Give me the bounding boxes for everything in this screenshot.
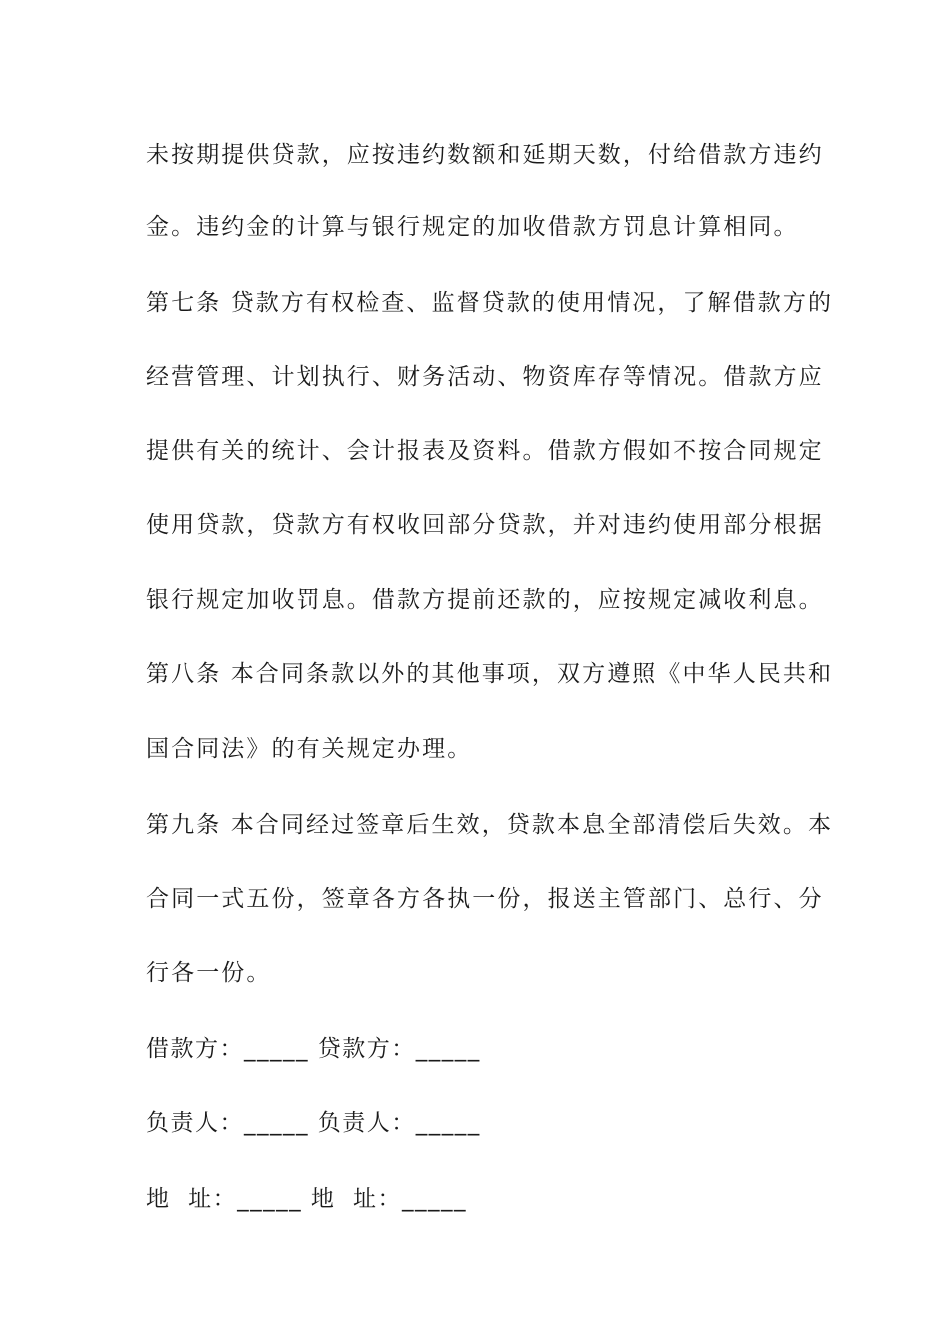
text-line: 提供有关的统计、会计报表及资料。借款方假如不按合同规定	[146, 438, 824, 464]
text-line: 经营管理、计划执行、财务活动、物资库存等情况。借款方应	[146, 364, 824, 390]
text-line: 行各一份。	[146, 960, 272, 986]
text-line: 金。违约金的计算与银行规定的加收借款方罚息计算相同。	[146, 214, 799, 240]
signature-responsible-person: 负责人：_____ 负责人：_____	[146, 1110, 481, 1136]
text-line: 使用贷款，贷款方有权收回部分贷款，并对违约使用部分根据	[146, 512, 824, 538]
text-line: 国合同法》的有关规定办理。	[146, 736, 473, 762]
signature-borrower-lender: 借款方：_____ 贷款方：_____	[146, 1036, 481, 1062]
article-9-heading-line: 第九条 本合同经过签章后生效，贷款本息全部清偿后失效。本	[146, 812, 834, 838]
signature-address: 地 址：_____ 地 址：_____	[146, 1186, 468, 1212]
text-line: 未按期提供贷款，应按违约数额和延期天数，付给借款方违约	[146, 142, 824, 168]
article-8-heading-line: 第八条 本合同条款以外的其他事项，双方遵照《中华人民共和	[146, 661, 834, 687]
article-7-heading-line: 第七条 贷款方有权检查、监督贷款的使用情况，了解借款方的	[146, 290, 834, 316]
text-line: 银行规定加收罚息。借款方提前还款的，应按规定减收利息。	[146, 587, 824, 613]
text-line: 合同一式五份，签章各方各执一份，报送主管部门、总行、分	[146, 886, 824, 912]
